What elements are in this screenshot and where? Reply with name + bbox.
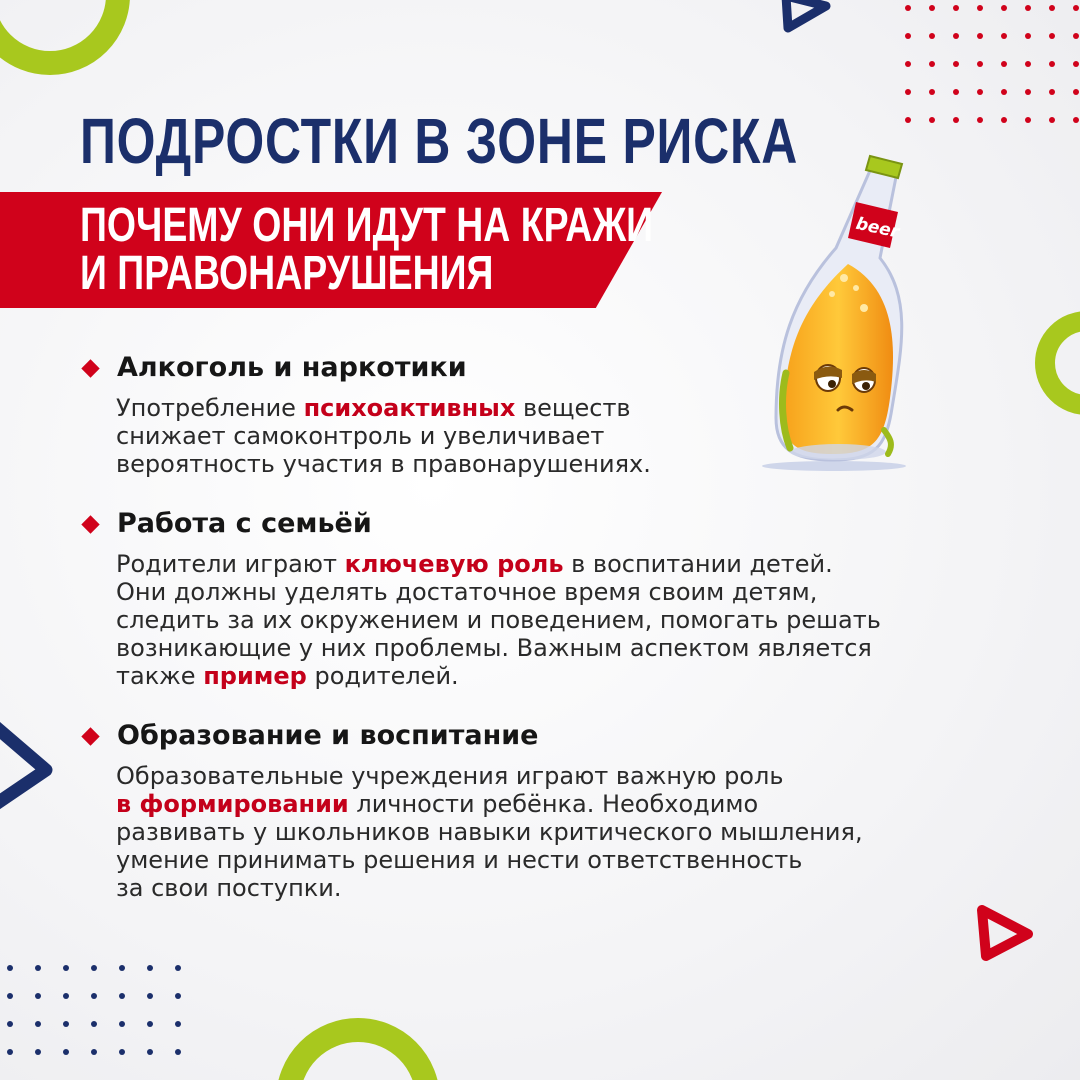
section-family	[80, 508, 881, 690]
section-body	[116, 394, 651, 478]
body-line: за свои поступки.	[116, 874, 342, 902]
body-line: развивать у школьников навыки критического мышления,	[116, 818, 863, 846]
body-line: Образовательные учреждения играют важную роль	[116, 762, 784, 790]
highlight-text: ключевую роль	[344, 550, 564, 578]
diamond-bullet-icon	[81, 359, 99, 377]
page-title: ПОДРОСТКИ В ЗОНЕ РИСКА	[80, 105, 799, 177]
subtitle-line-2: И ПРАВОНАРУШЕНИЯ	[80, 247, 494, 300]
diamond-bullet-icon	[81, 727, 99, 745]
red-triangle-bottom-right	[968, 898, 1038, 968]
body-line: Они должны уделять достаточное время своим детям,	[116, 578, 818, 606]
highlight-text: в формировании	[116, 790, 349, 818]
subtitle-text	[80, 199, 654, 300]
blue-triangle-top	[770, 0, 840, 40]
body-line: вероятность участия в правонарушениях.	[116, 450, 651, 478]
body-line: следить за их окружением и поведением, помогать решать	[116, 606, 881, 634]
subtitle-line-1: ПОЧЕМУ ОНИ ИДУТ НА КРАЖИ	[80, 199, 654, 252]
beer-bottle-icon	[752, 148, 912, 478]
section-body	[116, 550, 881, 690]
text-fragment: Родители играют	[116, 550, 345, 578]
text-fragment: в воспитании детей.	[563, 550, 833, 578]
text-fragment: родителей.	[306, 662, 459, 690]
section-education	[80, 720, 863, 902]
body-line: снижает самоконтроль и увеличивает	[116, 422, 605, 450]
blue-dot-grid-bottom-left	[0, 958, 190, 1080]
section-title: Алкоголь и наркотики	[117, 352, 467, 383]
text-fragment: личности ребёнка. Необходимо	[348, 790, 759, 818]
green-ring-bottom	[270, 1010, 450, 1080]
section-title: Работа с семьёй	[117, 508, 372, 539]
text-fragment: также	[116, 662, 204, 690]
text-fragment: Употребление	[116, 394, 304, 422]
highlight-text: психоактивных	[303, 394, 516, 422]
section-body	[116, 762, 863, 902]
diamond-bullet-icon	[81, 515, 99, 533]
blue-triangle-left	[0, 712, 60, 822]
section-alcohol	[80, 352, 651, 478]
body-line: умение принимать решения и нести ответственность	[116, 846, 803, 874]
green-ring-right	[1015, 308, 1080, 418]
highlight-text: пример	[203, 662, 307, 690]
red-dot-grid-top-right	[900, 0, 1080, 130]
green-ring-top-left	[0, 0, 140, 120]
text-fragment: веществ	[515, 394, 631, 422]
section-title: Образование и воспитание	[117, 720, 539, 751]
body-line: возникающие у них проблемы. Важным аспектом является	[116, 634, 872, 662]
bottle-label: beer	[854, 213, 901, 243]
